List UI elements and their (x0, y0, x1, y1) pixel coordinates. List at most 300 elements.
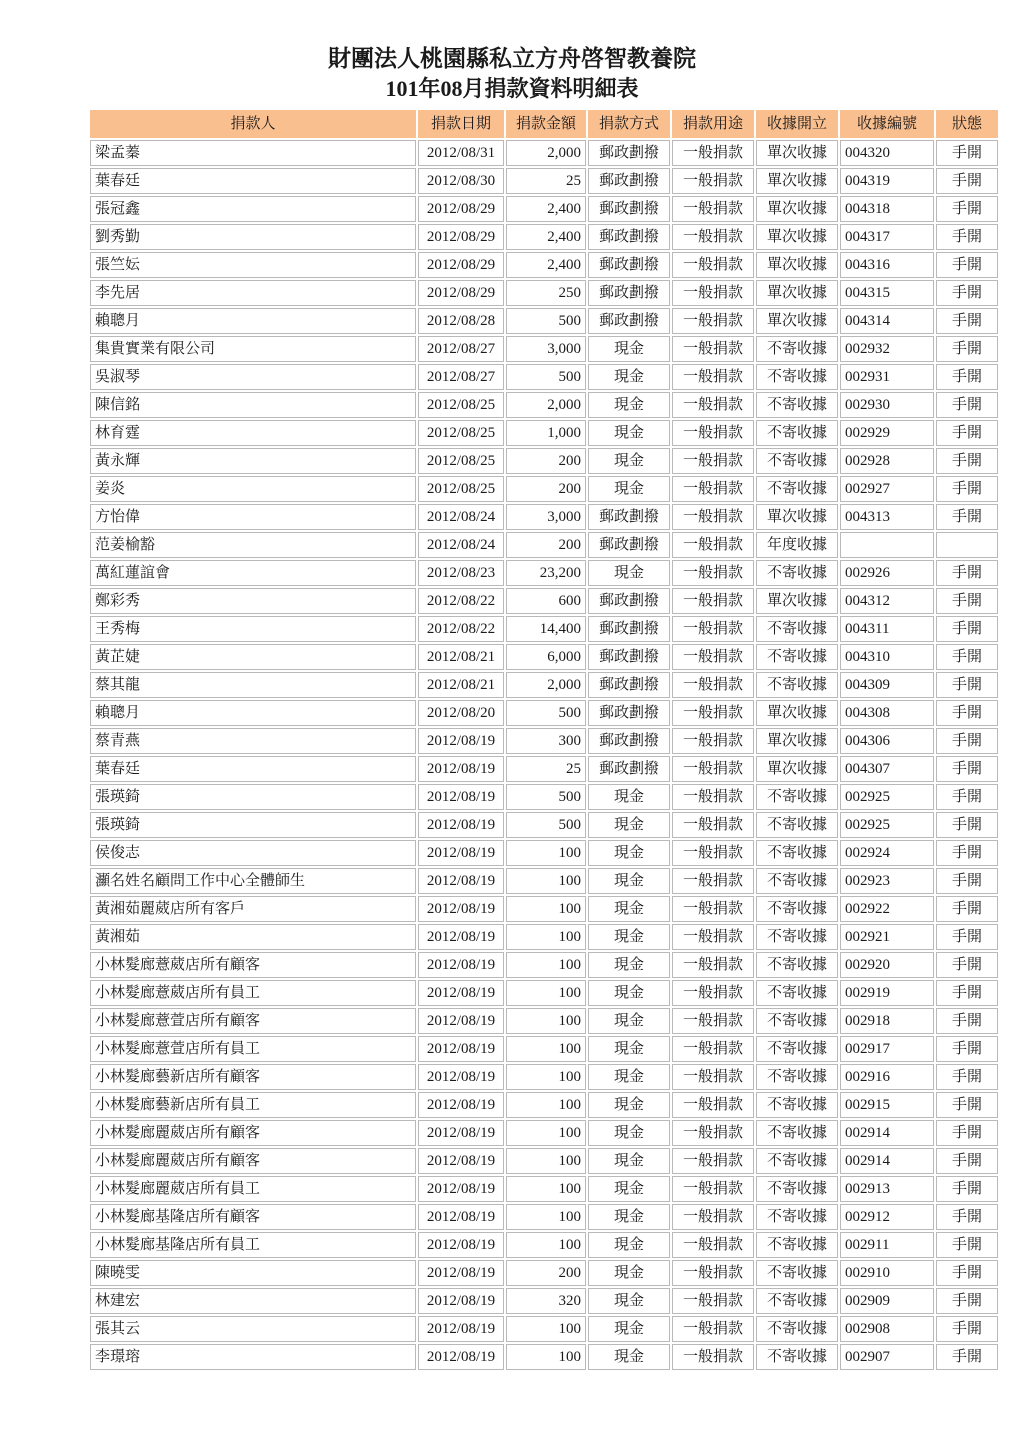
table-row (90, 560, 998, 586)
cell-amount: 320 (506, 1288, 586, 1314)
cell-method: 現金 (588, 392, 670, 418)
table-row (90, 812, 998, 838)
table-row (90, 532, 998, 558)
cell-status: 手開 (936, 1008, 998, 1034)
cell-method: 現金 (588, 1176, 670, 1202)
cell-issue: 不寄收據 (756, 1148, 838, 1174)
cell-method: 郵政劃撥 (588, 140, 670, 166)
cell-purpose: 一般捐款 (672, 504, 754, 530)
table-row (90, 1064, 998, 1090)
cell-method: 現金 (588, 1064, 670, 1090)
cell-status: 手開 (936, 168, 998, 194)
page-title: 財團法人桃園縣私立方舟啓智教養院 (328, 46, 696, 71)
cell-date: 2012/08/19 (418, 952, 504, 978)
cell-method: 郵政劃撥 (588, 280, 670, 306)
cell-purpose: 一般捐款 (672, 1288, 754, 1314)
cell-receipt: 004308 (840, 700, 934, 726)
cell-amount: 100 (506, 1036, 586, 1062)
cell-donor: 劉秀勤 (90, 224, 416, 250)
cell-status: 手開 (936, 392, 998, 418)
cell-purpose: 一般捐款 (672, 364, 754, 390)
cell-status: 手開 (936, 952, 998, 978)
cell-amount: 100 (506, 1148, 586, 1174)
table-row (90, 1260, 998, 1286)
cell-date: 2012/08/19 (418, 1148, 504, 1174)
cell-issue: 不寄收據 (756, 1204, 838, 1230)
cell-donor: 灦名姓名顧問工作中心全體師生 (90, 868, 416, 894)
cell-receipt: 004314 (840, 308, 934, 334)
cell-donor: 林建宏 (90, 1288, 416, 1314)
cell-receipt: 002917 (840, 1036, 934, 1062)
cell-issue: 單次收據 (756, 252, 838, 278)
cell-date: 2012/08/22 (418, 616, 504, 642)
table-row (90, 504, 998, 530)
cell-donor: 王秀梅 (90, 616, 416, 642)
cell-issue: 單次收據 (756, 504, 838, 530)
cell-status: 手開 (936, 868, 998, 894)
cell-donor: 小林髮廊薏萱店所有顧客 (90, 1008, 416, 1034)
column-header-amount: 捐款金額 (506, 110, 586, 138)
cell-amount: 100 (506, 1092, 586, 1118)
table-row (90, 420, 998, 446)
table-row (90, 868, 998, 894)
table-row (90, 336, 998, 362)
table-row (90, 700, 998, 726)
cell-method: 現金 (588, 476, 670, 502)
cell-receipt: 002912 (840, 1204, 934, 1230)
table-row (90, 1204, 998, 1230)
cell-issue: 不寄收據 (756, 1120, 838, 1146)
cell-date: 2012/08/29 (418, 196, 504, 222)
cell-status: 手開 (936, 588, 998, 614)
table-row (90, 644, 998, 670)
cell-receipt: 002928 (840, 448, 934, 474)
cell-status: 手開 (936, 252, 998, 278)
cell-receipt: 002930 (840, 392, 934, 418)
cell-donor: 黃芷婕 (90, 644, 416, 670)
cell-amount: 2,000 (506, 140, 586, 166)
cell-amount: 250 (506, 280, 586, 306)
cell-donor: 賴聰月 (90, 700, 416, 726)
cell-method: 現金 (588, 1036, 670, 1062)
cell-receipt: 002914 (840, 1148, 934, 1174)
cell-amount: 100 (506, 1344, 586, 1370)
cell-date: 2012/08/25 (418, 392, 504, 418)
cell-issue: 不寄收據 (756, 1008, 838, 1034)
cell-status: 手開 (936, 1260, 998, 1286)
cell-purpose: 一般捐款 (672, 952, 754, 978)
cell-purpose: 一般捐款 (672, 1260, 754, 1286)
column-header-purpose: 捐款用途 (672, 110, 754, 138)
cell-issue: 單次收據 (756, 224, 838, 250)
cell-purpose: 一般捐款 (672, 1008, 754, 1034)
cell-method: 郵政劃撥 (588, 616, 670, 642)
cell-issue: 不寄收據 (756, 1288, 838, 1314)
cell-status: 手開 (936, 644, 998, 670)
cell-purpose: 一般捐款 (672, 840, 754, 866)
cell-issue: 不寄收據 (756, 476, 838, 502)
cell-purpose: 一般捐款 (672, 140, 754, 166)
cell-receipt: 002927 (840, 476, 934, 502)
table-row (90, 728, 998, 754)
cell-donor: 蔡其龍 (90, 672, 416, 698)
table-row (90, 224, 998, 250)
cell-purpose: 一般捐款 (672, 1036, 754, 1062)
cell-amount: 100 (506, 1064, 586, 1090)
cell-status: 手開 (936, 784, 998, 810)
table-row (90, 1232, 998, 1258)
cell-donor: 小林髮廊基隆店所有顧客 (90, 1204, 416, 1230)
cell-receipt: 002911 (840, 1232, 934, 1258)
donation-table-body (90, 140, 998, 1370)
cell-receipt: 004312 (840, 588, 934, 614)
cell-donor: 小林髮廊藝新店所有顧客 (90, 1064, 416, 1090)
cell-receipt: 002918 (840, 1008, 934, 1034)
cell-receipt: 004319 (840, 168, 934, 194)
cell-receipt: 004317 (840, 224, 934, 250)
cell-status: 手開 (936, 280, 998, 306)
cell-issue: 不寄收據 (756, 448, 838, 474)
cell-method: 郵政劃撥 (588, 168, 670, 194)
cell-status: 手開 (936, 448, 998, 474)
cell-method: 現金 (588, 1092, 670, 1118)
cell-purpose: 一般捐款 (672, 168, 754, 194)
cell-amount: 100 (506, 840, 586, 866)
cell-date: 2012/08/19 (418, 1092, 504, 1118)
table-row (90, 1092, 998, 1118)
cell-receipt: 002921 (840, 924, 934, 950)
table-row (90, 756, 998, 782)
table-row (90, 1288, 998, 1314)
table-row (90, 1316, 998, 1342)
cell-status: 手開 (936, 672, 998, 698)
cell-date: 2012/08/19 (418, 840, 504, 866)
cell-purpose: 一般捐款 (672, 196, 754, 222)
cell-status: 手開 (936, 1204, 998, 1230)
cell-donor: 陳信銘 (90, 392, 416, 418)
cell-amount: 500 (506, 812, 586, 838)
cell-issue: 單次收據 (756, 700, 838, 726)
cell-donor: 侯俊志 (90, 840, 416, 866)
cell-status: 手開 (936, 896, 998, 922)
cell-issue: 不寄收據 (756, 784, 838, 810)
cell-amount: 25 (506, 168, 586, 194)
cell-amount: 100 (506, 1232, 586, 1258)
cell-donor: 小林髮廊基隆店所有員工 (90, 1232, 416, 1258)
cell-donor: 小林髮廊麗葳店所有顧客 (90, 1120, 416, 1146)
cell-purpose: 一般捐款 (672, 784, 754, 810)
cell-issue: 不寄收據 (756, 896, 838, 922)
cell-method: 現金 (588, 560, 670, 586)
column-header-receipt: 收據編號 (840, 110, 934, 138)
cell-amount: 3,000 (506, 336, 586, 362)
cell-donor: 姜炎 (90, 476, 416, 502)
cell-amount: 100 (506, 980, 586, 1006)
cell-status: 手開 (936, 336, 998, 362)
cell-receipt: 002919 (840, 980, 934, 1006)
cell-date: 2012/08/19 (418, 924, 504, 950)
cell-method: 現金 (588, 980, 670, 1006)
cell-status: 手開 (936, 616, 998, 642)
cell-purpose: 一般捐款 (672, 420, 754, 446)
cell-date: 2012/08/29 (418, 224, 504, 250)
cell-method: 現金 (588, 812, 670, 838)
cell-donor: 黃湘茹麗葳店所有客戶 (90, 896, 416, 922)
cell-date: 2012/08/24 (418, 532, 504, 558)
cell-issue: 不寄收據 (756, 392, 838, 418)
cell-issue: 不寄收據 (756, 868, 838, 894)
cell-donor: 小林髮廊薏萱店所有員工 (90, 1036, 416, 1062)
cell-purpose: 一般捐款 (672, 644, 754, 670)
cell-purpose: 一般捐款 (672, 252, 754, 278)
cell-amount: 100 (506, 1120, 586, 1146)
cell-receipt: 002908 (840, 1316, 934, 1342)
cell-issue: 不寄收據 (756, 1260, 838, 1286)
cell-donor: 林育霆 (90, 420, 416, 446)
cell-donor: 葉春廷 (90, 168, 416, 194)
cell-status: 手開 (936, 1064, 998, 1090)
table-row (90, 364, 998, 390)
cell-receipt: 002910 (840, 1260, 934, 1286)
cell-donor: 方怡偉 (90, 504, 416, 530)
cell-purpose: 一般捐款 (672, 896, 754, 922)
cell-date: 2012/08/19 (418, 1204, 504, 1230)
cell-date: 2012/08/24 (418, 504, 504, 530)
cell-receipt: 004306 (840, 728, 934, 754)
cell-amount: 25 (506, 756, 586, 782)
cell-issue: 不寄收據 (756, 336, 838, 362)
cell-date: 2012/08/19 (418, 1344, 504, 1370)
cell-donor: 黃永輝 (90, 448, 416, 474)
table-row (90, 784, 998, 810)
cell-date: 2012/08/20 (418, 700, 504, 726)
cell-date: 2012/08/19 (418, 1036, 504, 1062)
cell-amount: 500 (506, 700, 586, 726)
cell-issue: 單次收據 (756, 308, 838, 334)
cell-receipt: 002913 (840, 1176, 934, 1202)
table-row (90, 980, 998, 1006)
cell-date: 2012/08/19 (418, 1288, 504, 1314)
cell-method: 郵政劃撥 (588, 252, 670, 278)
cell-issue: 不寄收據 (756, 952, 838, 978)
cell-donor: 張冠鑫 (90, 196, 416, 222)
cell-date: 2012/08/27 (418, 364, 504, 390)
cell-receipt: 002925 (840, 812, 934, 838)
cell-date: 2012/08/19 (418, 1120, 504, 1146)
cell-date: 2012/08/19 (418, 1176, 504, 1202)
cell-amount: 2,400 (506, 252, 586, 278)
cell-donor: 鄭彩秀 (90, 588, 416, 614)
cell-date: 2012/08/25 (418, 448, 504, 474)
table-row (90, 1344, 998, 1370)
cell-purpose: 一般捐款 (672, 700, 754, 726)
cell-amount: 200 (506, 532, 586, 558)
cell-issue: 不寄收據 (756, 616, 838, 642)
cell-method: 現金 (588, 364, 670, 390)
table-row (90, 252, 998, 278)
cell-date: 2012/08/19 (418, 896, 504, 922)
cell-receipt: 002914 (840, 1120, 934, 1146)
cell-donor: 小林髮廊薏葳店所有員工 (90, 980, 416, 1006)
cell-purpose: 一般捐款 (672, 728, 754, 754)
cell-method: 現金 (588, 1120, 670, 1146)
cell-amount: 23,200 (506, 560, 586, 586)
cell-method: 現金 (588, 840, 670, 866)
cell-receipt: 004311 (840, 616, 934, 642)
cell-issue: 不寄收據 (756, 1176, 838, 1202)
cell-amount: 2,400 (506, 224, 586, 250)
cell-purpose: 一般捐款 (672, 1092, 754, 1118)
cell-issue: 單次收據 (756, 280, 838, 306)
cell-amount: 100 (506, 1176, 586, 1202)
cell-status: 手開 (936, 924, 998, 950)
cell-status: 手開 (936, 1036, 998, 1062)
cell-issue: 不寄收據 (756, 560, 838, 586)
cell-amount: 500 (506, 364, 586, 390)
cell-status: 手開 (936, 1344, 998, 1370)
table-row (90, 616, 998, 642)
cell-date: 2012/08/19 (418, 756, 504, 782)
table-row (90, 168, 998, 194)
cell-receipt: 004315 (840, 280, 934, 306)
cell-receipt: 002907 (840, 1344, 934, 1370)
table-row (90, 392, 998, 418)
cell-date: 2012/08/22 (418, 588, 504, 614)
cell-purpose: 一般捐款 (672, 756, 754, 782)
cell-date: 2012/08/19 (418, 980, 504, 1006)
cell-method: 現金 (588, 952, 670, 978)
table-row (90, 1036, 998, 1062)
cell-receipt: 002920 (840, 952, 934, 978)
cell-amount: 100 (506, 1204, 586, 1230)
cell-issue: 不寄收據 (756, 644, 838, 670)
cell-receipt: 004313 (840, 504, 934, 530)
cell-date: 2012/08/31 (418, 140, 504, 166)
cell-purpose: 一般捐款 (672, 868, 754, 894)
cell-donor: 張瑛錡 (90, 812, 416, 838)
cell-date: 2012/08/19 (418, 1064, 504, 1090)
cell-amount: 200 (506, 448, 586, 474)
cell-amount: 200 (506, 1260, 586, 1286)
donation-table (88, 108, 1000, 1372)
cell-donor: 小林髮廊麗葳店所有顧客 (90, 1148, 416, 1174)
table-row (90, 952, 998, 978)
cell-receipt: 004318 (840, 196, 934, 222)
table-row (90, 476, 998, 502)
cell-status: 手開 (936, 196, 998, 222)
cell-method: 現金 (588, 784, 670, 810)
cell-purpose: 一般捐款 (672, 1064, 754, 1090)
cell-purpose: 一般捐款 (672, 224, 754, 250)
cell-amount: 2,000 (506, 672, 586, 698)
column-header-donor: 捐款人 (90, 110, 416, 138)
cell-status: 手開 (936, 420, 998, 446)
cell-receipt: 002924 (840, 840, 934, 866)
cell-receipt: 002915 (840, 1092, 934, 1118)
cell-method: 郵政劃撥 (588, 728, 670, 754)
cell-method: 現金 (588, 1148, 670, 1174)
cell-method: 郵政劃撥 (588, 504, 670, 530)
cell-receipt: 004307 (840, 756, 934, 782)
cell-amount: 100 (506, 952, 586, 978)
cell-purpose: 一般捐款 (672, 1316, 754, 1342)
cell-status: 手開 (936, 364, 998, 390)
cell-issue: 單次收據 (756, 588, 838, 614)
column-header-method: 捐款方式 (588, 110, 670, 138)
table-row (90, 140, 998, 166)
cell-date: 2012/08/19 (418, 868, 504, 894)
cell-status: 手開 (936, 728, 998, 754)
cell-status: 手開 (936, 1092, 998, 1118)
cell-issue: 不寄收據 (756, 1064, 838, 1090)
cell-method: 現金 (588, 448, 670, 474)
cell-amount: 3,000 (506, 504, 586, 530)
cell-receipt: 004320 (840, 140, 934, 166)
cell-method: 郵政劃撥 (588, 308, 670, 334)
cell-purpose: 一般捐款 (672, 1344, 754, 1370)
cell-status: 手開 (936, 1316, 998, 1342)
cell-amount: 14,400 (506, 616, 586, 642)
cell-issue: 不寄收據 (756, 1036, 838, 1062)
cell-status: 手開 (936, 1232, 998, 1258)
cell-issue: 不寄收據 (756, 420, 838, 446)
cell-receipt: 002922 (840, 896, 934, 922)
cell-issue: 不寄收據 (756, 1344, 838, 1370)
cell-date: 2012/08/19 (418, 812, 504, 838)
cell-date: 2012/08/19 (418, 1316, 504, 1342)
cell-donor: 萬紅蓮誼會 (90, 560, 416, 586)
table-row (90, 588, 998, 614)
table-row (90, 896, 998, 922)
cell-issue: 不寄收據 (756, 980, 838, 1006)
cell-method: 郵政劃撥 (588, 672, 670, 698)
cell-date: 2012/08/19 (418, 1260, 504, 1286)
cell-purpose: 一般捐款 (672, 616, 754, 642)
cell-amount: 500 (506, 308, 586, 334)
cell-purpose: 一般捐款 (672, 308, 754, 334)
cell-purpose: 一般捐款 (672, 1148, 754, 1174)
cell-donor: 梁孟蓁 (90, 140, 416, 166)
cell-purpose: 一般捐款 (672, 560, 754, 586)
cell-date: 2012/08/19 (418, 784, 504, 810)
cell-amount: 100 (506, 868, 586, 894)
cell-purpose: 一般捐款 (672, 1232, 754, 1258)
cell-purpose: 一般捐款 (672, 588, 754, 614)
cell-method: 現金 (588, 896, 670, 922)
cell-receipt: 002923 (840, 868, 934, 894)
cell-amount: 600 (506, 588, 586, 614)
cell-date: 2012/08/19 (418, 1232, 504, 1258)
cell-method: 郵政劃撥 (588, 700, 670, 726)
cell-issue: 不寄收據 (756, 840, 838, 866)
cell-receipt: 002929 (840, 420, 934, 446)
cell-donor: 小林髮廊藝新店所有員工 (90, 1092, 416, 1118)
donation-table-header (90, 110, 998, 138)
cell-status: 手開 (936, 224, 998, 250)
cell-donor: 蔡青燕 (90, 728, 416, 754)
cell-issue: 不寄收據 (756, 812, 838, 838)
cell-receipt: 004310 (840, 644, 934, 670)
cell-purpose: 一般捐款 (672, 1176, 754, 1202)
header-row (90, 110, 998, 138)
cell-donor: 黃湘茹 (90, 924, 416, 950)
table-row (90, 1148, 998, 1174)
table-row (90, 280, 998, 306)
cell-status: 手開 (936, 840, 998, 866)
cell-receipt: 004316 (840, 252, 934, 278)
cell-date: 2012/08/29 (418, 280, 504, 306)
cell-status: 手開 (936, 1176, 998, 1202)
